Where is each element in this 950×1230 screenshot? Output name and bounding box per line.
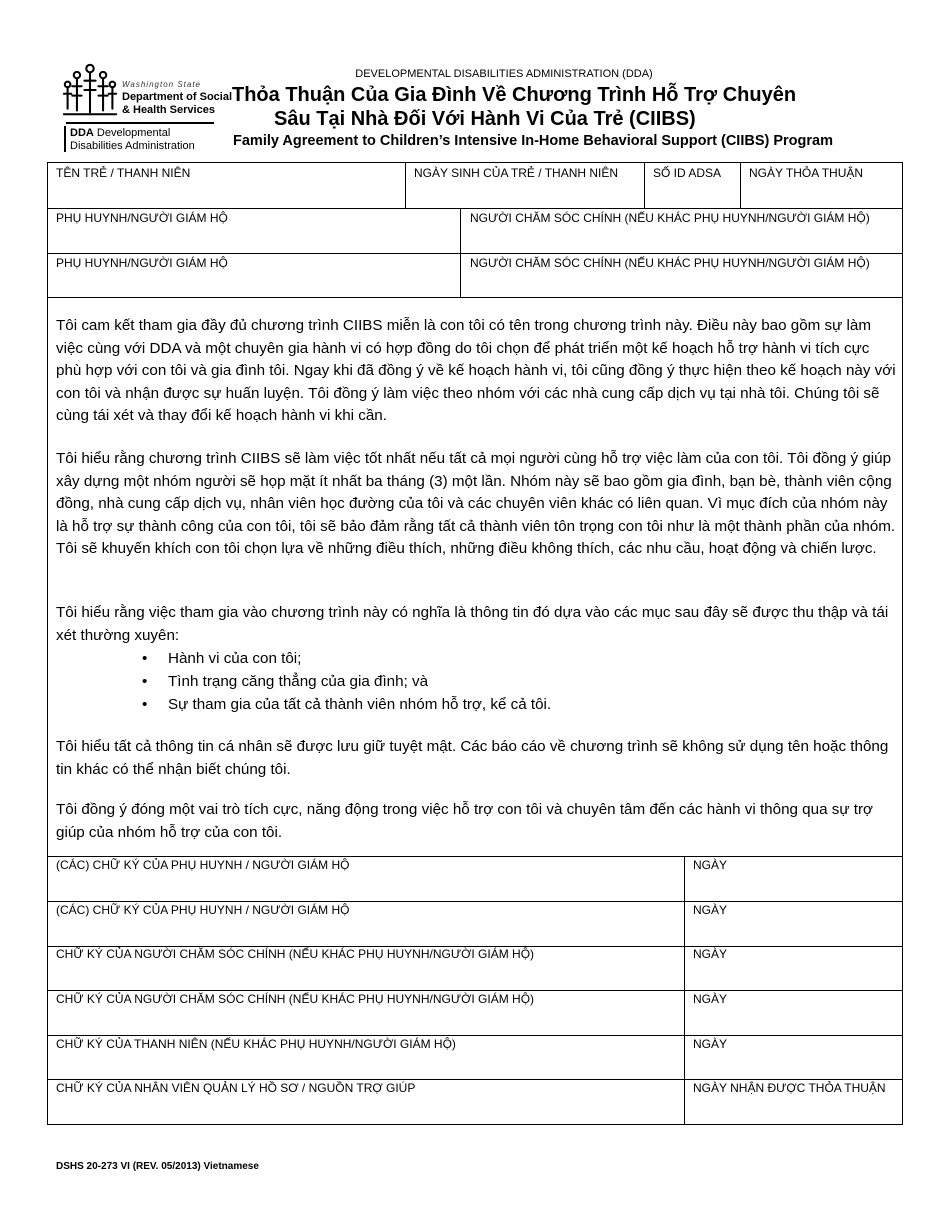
signature-grid xyxy=(47,856,903,1125)
logo-dda-line2: Disabilities Administration xyxy=(70,140,195,152)
logo-dda: DDA Developmental xyxy=(70,127,171,139)
admin-heading: DEVELOPMENTAL DISABILITIES ADMINISTRATION (DDA) xyxy=(355,68,653,80)
date-field[interactable]: NGÀY xyxy=(693,858,728,872)
logo-divider xyxy=(66,122,214,124)
page-title-line2: Sâu Tại Nhà Đối Với Hành Vi Của Trẻ (CIIBS) xyxy=(274,108,696,130)
date-field[interactable]: NGÀY xyxy=(693,903,728,917)
logo-dept-line2: & Health Services xyxy=(122,104,215,116)
child-dob-field[interactable]: NGÀY SINH CỦA TRẺ / THANH NIÊN xyxy=(414,166,619,180)
dshs-logo-icon xyxy=(62,62,118,118)
case-manager-signature[interactable]: CHỮ KÝ CỦA NHÂN VIÊN QUẢN LÝ HỒ SƠ / NGUỒN TRỢ GIÚP xyxy=(56,1081,416,1095)
list-item: • Sự tham gia của tất cả thành viên nhóm hỗ trợ, kể cả tôi. xyxy=(142,696,552,713)
list-item: • Tình trạng căng thẳng của gia đình; và xyxy=(142,673,429,690)
paragraph-confidentiality: Tôi hiểu tất cả thông tin cá nhân sẽ được lưu giữ tuyệt mật. Các báo cáo về chương trình sẽ không sử dụng tên hoặc thông tin khác có thể nhận biết chúng tôi. xyxy=(56,738,889,778)
youth-signature[interactable]: CHỮ KÝ CỦA THANH NIÊN (NẾU KHÁC PHỤ HUYNH/NGƯỜI GIÁM HỘ) xyxy=(56,1037,456,1051)
page-title-english: Family Agreement to Children’s Intensive In-Home Behavioral Support (CIIBS) Program xyxy=(233,133,833,149)
logo-dept-line1: Department of Social xyxy=(122,91,233,103)
caregiver-field-1[interactable]: NGƯỜI CHĂM SÓC CHÍNH (NẾU KHÁC PHỤ HUYNH/NGƯỜI GIÁM HỘ) xyxy=(470,211,870,225)
agreement-date-field[interactable]: NGÀY THỎA THUẬN xyxy=(749,166,864,180)
parent-signature-1[interactable]: (CÁC) CHỮ KÝ CỦA PHỤ HUYNH / NGƯỜI GIÁM HỘ xyxy=(56,858,350,872)
form-number: DSHS 20-273 VI (REV. 05/2013) Vietnamese xyxy=(56,1161,259,1172)
list-item: • Hành vi của con tôi; xyxy=(142,650,302,667)
paragraph-commitment: Tôi cam kết tham gia đầy đủ chương trình CIIBS miễn là con tôi có tên trong chương trình này. Điều này bao gồm sự làm việc cùng với DDA và một chuyên gia hành vi có hợp đồng do tôi chọn để phát triển một kế hoạch hỗ trợ hành vi tích cực phù hợp với con tôi và gia đình tôi. Ngay khi đã đồng ý về kế hoạch hành vi, tôi cũng đồng ý thực hiện theo kế hoạch này với con tôi và nhận được sự huấn luyện. Tôi đồng ý làm việc theo nhóm với các nhà cung cấp dịch vụ tại nhà tôi. Chúng tôi sẽ cùng tái xét và thay đổi kế hoạch hành vi khi cần. xyxy=(56,317,896,424)
paragraph-active-role: Tôi đồng ý đóng một vai trò tích cực, năng động trong việc hỗ trợ con tôi và chuyên tâm đến các hành vi thông qua sự trợ giúp của nhóm hỗ trợ của con tôi. xyxy=(56,801,873,841)
date-field[interactable]: NGÀY xyxy=(693,1037,728,1051)
logo-bar xyxy=(64,126,66,152)
date-field[interactable]: NGÀY xyxy=(693,992,728,1006)
child-name-field[interactable]: TÊN TRẺ / THANH NIÊN xyxy=(56,166,191,180)
parent-field-1[interactable]: PHỤ HUYNH/NGƯỜI GIÁM HỘ xyxy=(56,211,228,225)
caregiver-field-2[interactable]: NGƯỜI CHĂM SÓC CHÍNH (NẾU KHÁC PHỤ HUYNH/NGƯỜI GIÁM HỘ) xyxy=(470,256,870,270)
paragraph-team: Tôi hiểu rằng chương trình CIIBS sẽ làm việc tốt nhất nếu tất cả mọi người cùng hỗ trợ việc làm của con tôi. Tôi đồng ý giúp xây dựng một nhóm người sẽ họp mặt ít nhất ba tháng (3) một lần. Nhóm này sẽ bao gồm gia đình, bạn bè, thành viên cộng đồng, nhà cung cấp dịch vụ, nhân viên học đường của tôi và các chuyên viên khác có liên quan. Vì mục đích của nhóm này là hỗ trợ sự thành công của con tôi, tôi sẽ bảo đảm rằng tất cả thành viên tôn trọng con tôi như là một thành phần của nhóm. Tôi sẽ khuyến khích con tôi chọn lựa về những điều thích, những điều không thích, các nhu cầu, hoạt động và chiến lược. xyxy=(56,450,896,557)
logo-state: Washington State xyxy=(122,80,202,89)
page-title-line1: Thỏa Thuận Của Gia Đình Về Chương Trình Hỗ Trợ Chuyên xyxy=(232,84,797,106)
caregiver-signature-1[interactable]: CHỮ KÝ CỦA NGƯỜI CHĂM SÓC CHÍNH (NẾU KHÁC PHỤ HUYNH/NGƯỜI GIÁM HỘ) xyxy=(56,947,535,961)
info-grid xyxy=(47,162,903,298)
agreement-received-date-field[interactable]: NGÀY NHẬN ĐƯỢC THỎA THUẬN xyxy=(693,1081,886,1095)
adsa-id-field[interactable]: SỐ ID ADSA xyxy=(653,166,722,180)
caregiver-signature-2[interactable]: CHỮ KÝ CỦA NGƯỜI CHĂM SÓC CHÍNH (NẾU KHÁC PHỤ HUYNH/NGƯỜI GIÁM HỘ) xyxy=(56,992,535,1006)
parent-field-2[interactable]: PHỤ HUYNH/NGƯỜI GIÁM HỘ xyxy=(56,256,228,270)
paragraph-data-collection: Tôi hiểu rằng việc tham gia vào chương trình này có nghĩa là thông tin đó dựa vào các mục sau đây sẽ được thu thập và tái xét thường xuyên: xyxy=(56,604,889,644)
date-field[interactable]: NGÀY xyxy=(693,947,728,961)
parent-signature-2[interactable]: (CÁC) CHỮ KÝ CỦA PHỤ HUYNH / NGƯỜI GIÁM HỘ xyxy=(56,903,350,917)
